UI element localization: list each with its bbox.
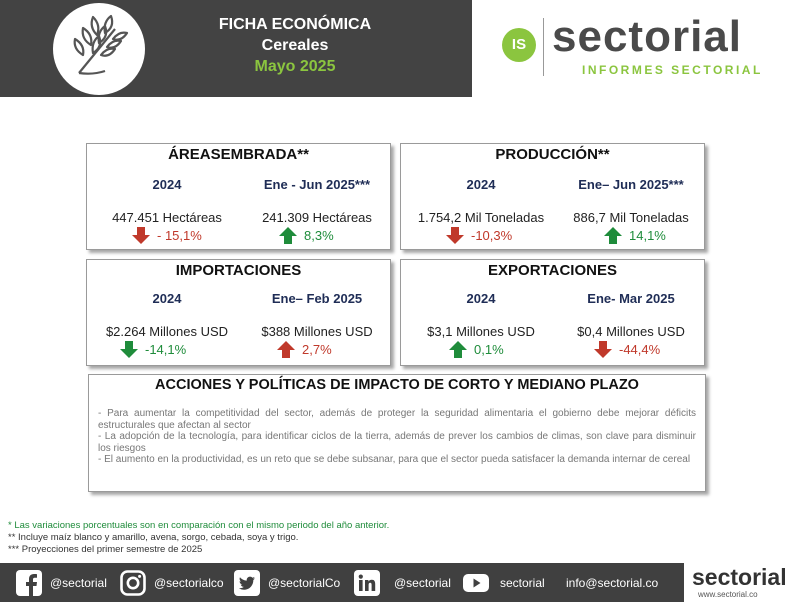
policy-box [88,374,706,492]
card-title: IMPORTACIONES [175,262,302,279]
twitter-link[interactable] [234,563,340,602]
metric-value: $388 Millones USD [261,324,373,339]
change-value: 14,1% [629,228,666,243]
email-address: info@sectorial.co [566,575,659,590]
card-importaciones [86,259,391,366]
change-indicator [279,227,334,244]
change-value: 2,7% [302,342,332,357]
card-title: EXPORTACIONES [488,262,617,279]
change-value: - 15,1% [157,228,202,243]
page-title: FICHA ECONÓMICA [218,16,372,33]
period-label: 2024 [152,291,182,306]
period-label: Ene - Jun 2025*** [263,177,371,192]
arrow-down-icon [446,227,464,244]
policy-item: - La adopción de la tecnología, para identificar ciclos de la tierra, además de prever los cambios de climas, son clave para disminuir los riesgos [98,431,696,454]
footnote: ** Incluye maíz blanco y amarillo, avena, sorgo, cebada, soya y trigo. [8,532,299,543]
change-indicator [604,227,666,244]
change-value: -44,4% [619,342,661,357]
twitter-handle: @sectorialCo [268,575,341,590]
policy-list [98,408,696,466]
header-banner [0,0,472,97]
footnotes [8,520,389,556]
page-date: Mayo 2025 [254,58,336,75]
footnote: * Las variaciones porcentuales son en comparación con el mismo periodo del año anterior. [8,520,390,531]
arrow-up-icon [277,341,295,358]
email-link[interactable] [566,563,658,602]
footer-brand [684,563,802,602]
instagram-link[interactable] [120,563,224,602]
instagram-handle: @sectorialco [154,575,224,590]
brand-tagline: INFORMES SECTORIAL [582,63,763,77]
change-value: 8,3% [304,228,334,243]
metric-value: 1.754,2 Mil Toneladas [417,210,545,225]
arrow-down-icon [120,341,138,358]
arrow-up-icon [604,227,622,244]
change-indicator [594,341,660,358]
change-value: -14,1% [145,342,187,357]
arrow-up-icon [449,341,467,358]
footnote: *** Proyecciones del primer semestre de 2025 [8,544,203,555]
card-exportaciones [400,259,705,366]
arrow-down-icon [132,227,150,244]
change-value: 0,1% [474,342,504,357]
linkedin-link[interactable] [354,563,451,602]
card-area-sembrada [86,143,391,250]
arrow-down-icon [594,341,612,358]
brand-name: sectorial [552,12,742,61]
metric-value: 241.309 Hectáreas [262,210,372,225]
facebook-link[interactable] [16,563,107,602]
metric-value: $0,4 Millones USD [577,324,685,339]
change-indicator [132,227,202,244]
footer-bar [0,563,684,602]
metric-value: 886,7 Mil Toneladas [573,210,689,225]
change-indicator [277,341,332,358]
change-indicator [120,341,186,358]
change-indicator [449,341,504,358]
youtube-handle: sectorial [500,575,545,590]
period-label: 2024 [466,291,496,306]
period-label: 2024 [466,177,496,192]
twitter-icon [234,570,260,596]
header-titles [190,14,400,77]
period-label: Ene– Feb 2025 [271,291,363,306]
brand-logo [502,12,772,80]
period-label: Ene– Jun 2025*** [578,177,684,192]
brand-divider [543,18,544,76]
facebook-handle: @sectorial [50,575,107,590]
arrow-up-icon [279,227,297,244]
period-label: 2024 [152,177,182,192]
change-value: -10,3% [471,228,513,243]
policy-item: - El aumento en la productividad, es un reto que se debe subsanar, para que el sector pueda satisfacer la demanda internar de cereal [98,454,691,465]
card-title: PRODUCCIÓN** [495,146,610,163]
policy-item: - Para aumentar la competitividad del sector, además de proteger la seguridad alimentaria el gobierno debe mejorar déficits estructurales que afectan al sector [98,408,696,431]
youtube-link[interactable] [462,563,545,602]
metric-value: $3,1 Millones USD [427,324,535,339]
linkedin-handle: @sectorial [394,575,451,590]
metric-value: $2.264 Millones USD [105,324,229,339]
period-label: Ene- Mar 2025 [587,291,675,306]
policy-title: ACCIONES Y POLÍTICAS DE IMPACTO DE CORTO Y MEDIANO PLAZO [155,377,639,393]
footer-brand-name: sectorial [692,564,787,590]
brand-badge: IS [502,28,536,62]
page-subtitle: Cereales [261,37,329,54]
youtube-icon [462,570,490,596]
cereal-logo [53,3,145,95]
wheat-icon [53,3,145,95]
card-title: ÁREASEMBRADA** [168,146,309,163]
metric-value: 447.451 Hectáreas [112,210,222,225]
instagram-icon [120,570,146,596]
footer-brand-url: www.sectorial.co [698,590,758,599]
change-indicator [446,227,512,244]
card-produccion [400,143,705,250]
facebook-icon [16,570,42,596]
linkedin-icon [354,570,380,596]
